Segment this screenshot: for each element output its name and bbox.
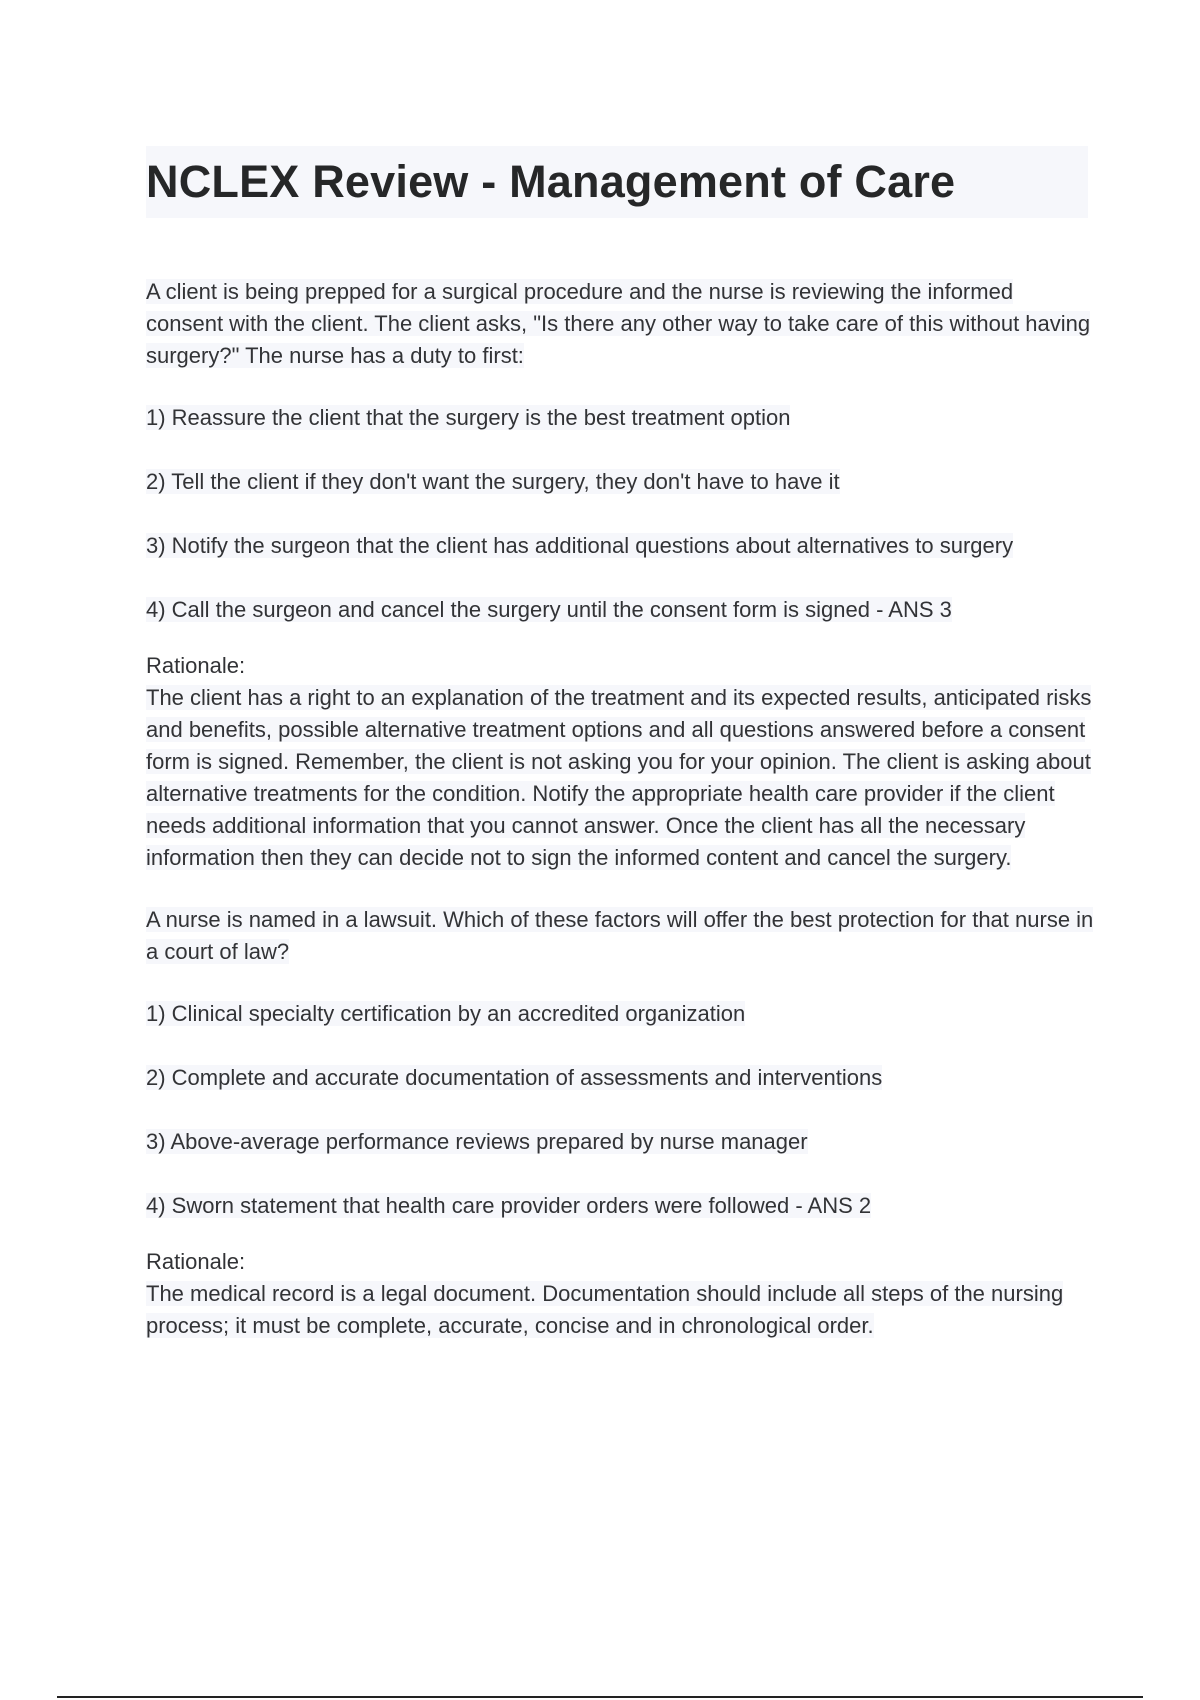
question-1-option-4-text: 4) Call the surgeon and cancel the surgery until the consent form is signed - ANS 3 bbox=[146, 597, 952, 622]
question-2-rationale-label-text: Rationale: bbox=[146, 1249, 246, 1274]
question-1-option-2-text: 2) Tell the client if they don't want the surgery, they don't have to have it bbox=[146, 469, 840, 494]
question-1-option-2 bbox=[146, 466, 1096, 498]
question-2-stem-text: A nurse is named in a lawsuit. Which of these factors will offer the best protection for that nurse in a court of law? bbox=[146, 907, 1094, 964]
question-1-rationale-label bbox=[146, 650, 1096, 682]
question-2-rationale-label bbox=[146, 1246, 1096, 1278]
question-2-option-1-text: 1) Clinical specialty certification by an accredited organization bbox=[146, 1001, 746, 1026]
question-1-rationale-text: The client has a right to an explanation of the treatment and its expected results, anticipated risks and benefits, possible alternative treatment options and all questions answered before a consent form is signed. Remember, the client is not asking you for your opinion. The client is asking about alternative treatments for the condition. Notify the appropriate health care provider if the client needs additional information that you cannot answer. Once the client has all the necessary information then they can decide not to sign the informed content and cancel the surgery. bbox=[146, 685, 1092, 870]
question-1-option-3-text: 3) Notify the surgeon that the client has additional questions about alternatives to surgery bbox=[146, 533, 1014, 558]
question-2-option-1 bbox=[146, 998, 1096, 1030]
question-1-option-1-text: 1) Reassure the client that the surgery is the best treatment option bbox=[146, 405, 791, 430]
question-1-rationale-label-text: Rationale: bbox=[146, 653, 246, 678]
question-2-option-2-text: 2) Complete and accurate documentation of assessments and interventions bbox=[146, 1065, 883, 1090]
question-1-option-3 bbox=[146, 530, 1096, 562]
question-1-stem bbox=[146, 276, 1096, 372]
question-2-option-3-text: 3) Above-average performance reviews prepared by nurse manager bbox=[146, 1129, 808, 1154]
question-2-option-4-text: 4) Sworn statement that health care provider orders were followed - ANS 2 bbox=[146, 1193, 872, 1218]
question-2-option-2 bbox=[146, 1062, 1096, 1094]
footer-divider bbox=[57, 1696, 1143, 1698]
question-2-rationale bbox=[146, 1278, 1096, 1342]
question-2-option-3 bbox=[146, 1126, 1096, 1158]
question-1-option-4 bbox=[146, 594, 1096, 626]
question-2-rationale-text: The medical record is a legal document. Documentation should include all steps of the nursing process; it must be complete, accurate, concise and in chronological order. bbox=[146, 1281, 1064, 1338]
document-body bbox=[146, 276, 1096, 1372]
question-1-option-1 bbox=[146, 402, 1096, 434]
question-1-stem-text: A client is being prepped for a surgical procedure and the nurse is reviewing the informed consent with the client. The client asks, "Is there any other way to take care of this without having surgery?" The nurse has a duty to first: bbox=[146, 279, 1091, 368]
question-2-stem bbox=[146, 904, 1096, 968]
page-title: NCLEX Review - Management of Care bbox=[146, 146, 1088, 218]
question-2-option-4 bbox=[146, 1190, 1096, 1222]
question-1-rationale bbox=[146, 682, 1096, 874]
